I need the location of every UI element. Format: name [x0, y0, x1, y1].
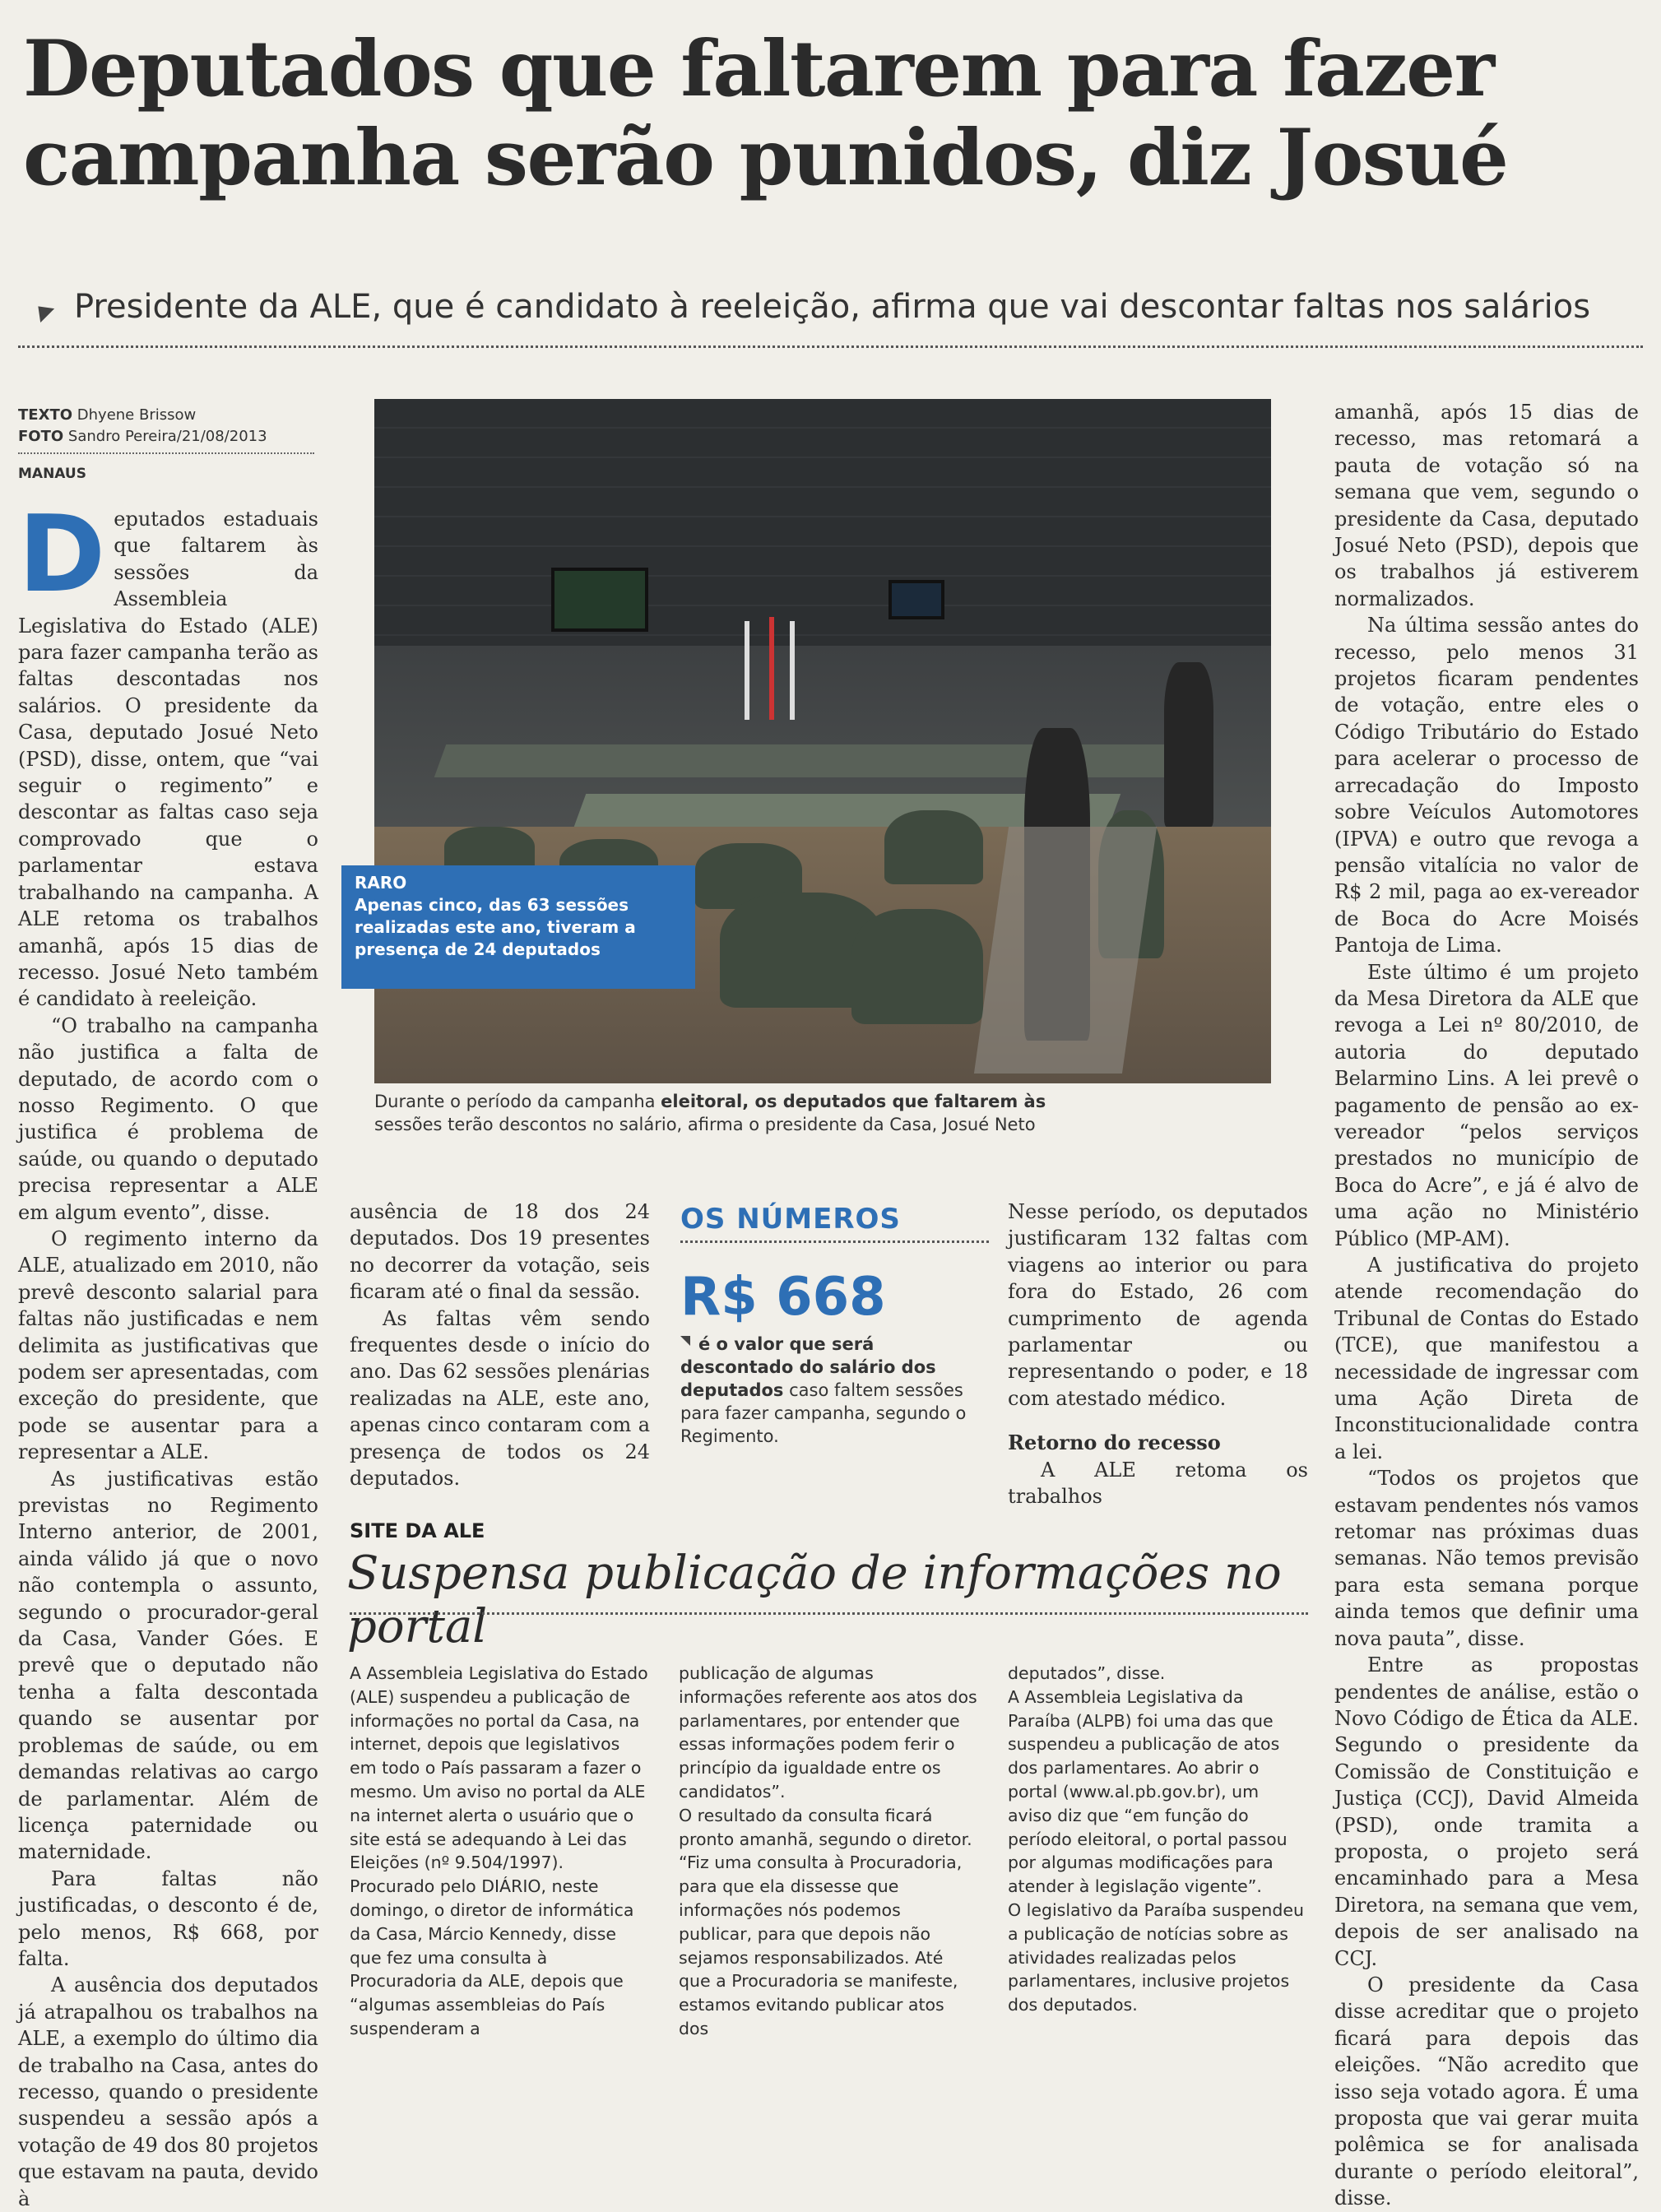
paragraph: Este último é um projeto da Mesa Diretora da ALE que revoga a Lei nº 80/2010, de autoria do deputado Belarmino Lins. A lei prevê o pagamento de pensão ao ex-vereador “pelos serviços prestados no município de Boca do Acre”, e já é alvo de uma ação no Ministério Público (MP-AM).: [1334, 960, 1639, 1250]
paragraph: O regimento interno da ALE, atualizado em 2010, não prevê desconto salarial para faltas não justificadas e nem delimita as justificativas que podem ser apresentadas, com exceção do presidente, que pode se ausentar para a representar a ALE.: [18, 1227, 318, 1464]
paragraph: O presidente da Casa disse acreditar que o projeto ficará para depois das eleições. “Não acredito que isso seja votado agora. É uma proposta que vai gerar muita polêmica se for analisada durante o período eleitoral”, disse.: [1334, 1973, 1639, 2210]
callout-text: Apenas cinco, das 63 sessões realizadas este ano, tiveram a presença de 24 deputados: [355, 895, 636, 959]
paragraph: A ALE retoma os trabalhos: [1008, 1458, 1308, 1509]
paragraph: O resultado da consulta ficará pronto amanhã, segundo o diretor. “Fiz uma consulta à Procuradoria, para que ela dissesse que informações nós podemos publicar, para que depois não sejamos responsabilizados. Até que a Procuradoria se manifeste, estamos evitando publicar atos dos: [679, 1805, 972, 2038]
column-5: [1334, 399, 1639, 2212]
site-column-a: [350, 1662, 650, 2041]
paragraph: “Todos os projetos que estavam pendentes nós vamos retomar nas próximas duas semanas. Não temos previsão para esta semana porque ainda temos que definir uma nova pauta”, disse.: [1334, 1467, 1639, 1650]
photo-callout: [341, 865, 695, 989]
foto-label: FOTO: [18, 428, 64, 445]
subheadline-marker-icon: [31, 299, 54, 322]
credits-divider: [18, 452, 314, 454]
callout-title: RARO: [355, 873, 407, 893]
numbers-box-divider: [680, 1240, 989, 1243]
paragraph: ausência de 18 dos 24 deputados. Dos 19 presentes no decorrer da votação, seis ficaram até o final da sessão.: [350, 1200, 650, 1304]
numbers-box-text: é o valor que será descontado do salário dos deputados caso faltem sessões para fazer campanha, segundo o Regimento.: [680, 1334, 967, 1446]
subheadline: Presidente da ALE, que é candidato à reeleição, afirma que vai descontar faltas nos salários: [74, 288, 1591, 326]
paragraph: A justificativa do projeto atende recomendação do Tribunal de Contas do Estado (TCE), que manifestou a necessidade de ingressar com uma Ação Direta de Inconstitucionalidade contra a lei.: [1334, 1254, 1639, 1463]
site-section-title: Suspensa publicação de informações no portal: [347, 1547, 1282, 1653]
subsection-title: Retorno do recesso: [1008, 1431, 1221, 1455]
paragraph: A Assembleia Legislativa do Estado (ALE) suspendeu a publicação de informações no portal da Casa, na internet, depois que legislativos em todo o País passaram a fazer o mesmo. Um aviso no portal da ALE na internet alerta o usuário que o site está se adequando à Lei das Eleições (nº 9.504/1997). Procurado pelo DIÁRIO, neste domingo, o diretor de informática da Casa, Márcio Kennedy, disse que fez uma consulta à Procuradoria da ALE, depois que “algumas assembleias do País suspenderam a: [350, 1663, 648, 2038]
foto-name: Sandro Pereira/21/08/2013: [67, 428, 267, 445]
paragraph: O legislativo da Paraíba suspendeu a publicação de notícias sobre as atividades realizadas pelos parlamentares, inclusive projetos dos deputados.: [1008, 1899, 1304, 2015]
paragraph: Nesse período, os deputados justificaram 132 faltas com viagens ao interior ou para fora do Estado, 26 com cumprimento de agenda parlamentar ou representando o poder, e 18 com atestado médico.: [1008, 1200, 1308, 1410]
paragraph: As justificativas estão previstas no Regimento Interno anterior, de 2001, ainda válido já que o novo não contempla o assunto, segundo o procurador-geral da Casa, Vander Góes. E prevê que o deputado não tenha a falta descontada quando se ausentar por problemas de saúde, ou em demandas relativas ao cargo de parlamentar. Além de licença paternidade ou maternidade.: [18, 1467, 318, 1864]
column-1: [18, 494, 318, 2212]
headline: [23, 25, 1635, 202]
paragraph: amanhã, após 15 dias de recesso, mas retomará a pauta de votação só na semana que vem, segundo o presidente da Casa, deputado Josué Neto (PSD), depois que os trabalhos já estiverem normalizados.: [1334, 401, 1639, 610]
photo-caption: Durante o período da campanha eleitoral, os deputados que faltarem às sessões terão descontos no salário, afirma o presidente da Casa, Josué Neto: [374, 1092, 1046, 1134]
dateline: MANAUS: [18, 466, 86, 482]
site-section-divider: [350, 1612, 1308, 1615]
paragraph: A Assembleia Legislativa da Paraíba (ALPB) foi uma das que suspendeu a publicação de atos dos parlamentares. Ao abrir o portal (www.al.pb.gov.br), um aviso diz que “em função do período eleitoral, o portal passou por algumas modificações para atender à legislação vigente”.: [1008, 1686, 1288, 1897]
numbers-box-title: OS NÚMEROS: [680, 1203, 901, 1236]
header-divider: [18, 345, 1643, 348]
paragraph: deputados”, disse.: [1008, 1663, 1166, 1683]
texto-label: TEXTO: [18, 406, 73, 424]
paragraph: publicação de algumas informações referente aos atos dos parlamentares, por entender que essas informações podem ferir o princípio da igualdade entre os candidatos”.: [679, 1663, 977, 1802]
site-column-b: [679, 1662, 979, 2041]
column-2: [350, 1199, 650, 1491]
headline-line-2: campanha serão punidos, diz Josué: [23, 113, 1508, 203]
numbers-box-value: R$ 668: [680, 1267, 886, 1328]
paragraph: As faltas vêm sendo frequentes desde o início do ano. Das 62 sessões plenárias realizadas na ALE, este ano, apenas cinco contaram com a presença de todos os 24 deputados.: [350, 1306, 650, 1491]
drop-cap: D: [18, 494, 106, 616]
paragraph: “O trabalho na campanha não justifica a falta de deputado, de acordo com o nosso Regimento. O que justifica é problema de saúde, ou quando o deputado precisa representar a ALE em algum evento”, disse.: [18, 1013, 318, 1224]
paragraph: Deputados estaduais que faltarem às sessões da Assembleia Legislativa do Estado (ALE) para fazer campanha terão as faltas descontadas nos salários. O presidente da Casa, deputado Josué Neto (PSD), disse, ontem, que “vai seguir o regimento” e descontar as faltas caso seja comprovado que o parlamentar estava trabalhando na campanha. A ALE retoma os trabalhos amanhã, após 15 dias de recesso. Josué Neto também é candidato à reeleição.: [18, 494, 318, 1011]
credits: [18, 405, 314, 448]
column-4: [1008, 1199, 1308, 1509]
paragraph: Entre as propostas pendentes de análise, estão o Novo Código de Ética da ALE. Segundo o presidente da Comissão de Constituição e Justiça (CCJ), David Almeida (PSD), onde tramita a proposta, o projeto será encaminhado para a Mesa Diretora, na semana que vem, depois de ser analisado na CCJ.: [1334, 1653, 1639, 1970]
headline-line-1: Deputados que faltarem para fazer: [23, 24, 1494, 114]
paragraph: Na última sessão antes do recesso, pelo menos 31 projetos ficaram pendentes de votação, entre eles o Código Tributário do Estado para acelerar o processo de arrecadação do Imposto sobre Veículos Automotores (IPVA) e outro que revoga a pensão vitalícia no valor de R$ 2 mil, paga ao ex-vereador de Boca do Acre Moisés Pantoja de Lima.: [1334, 614, 1639, 958]
paragraph: A ausência dos deputados já atrapalhou os trabalhos na ALE, a exemplo do último dia de trabalho na Casa, antes do recesso, quando o presidente suspendeu a sessão após a votação de 49 dos 80 projetos que estavam na pauta, devido à: [18, 1973, 318, 2210]
texto-name: Dhyene Brissow: [77, 406, 197, 424]
site-column-c: [1008, 1662, 1308, 2017]
paragraph: Para faltas não justificadas, o desconto é de, pelo menos, R$ 668, por falta.: [18, 1867, 318, 1970]
site-section-label: SITE DA ALE: [350, 1519, 485, 1542]
